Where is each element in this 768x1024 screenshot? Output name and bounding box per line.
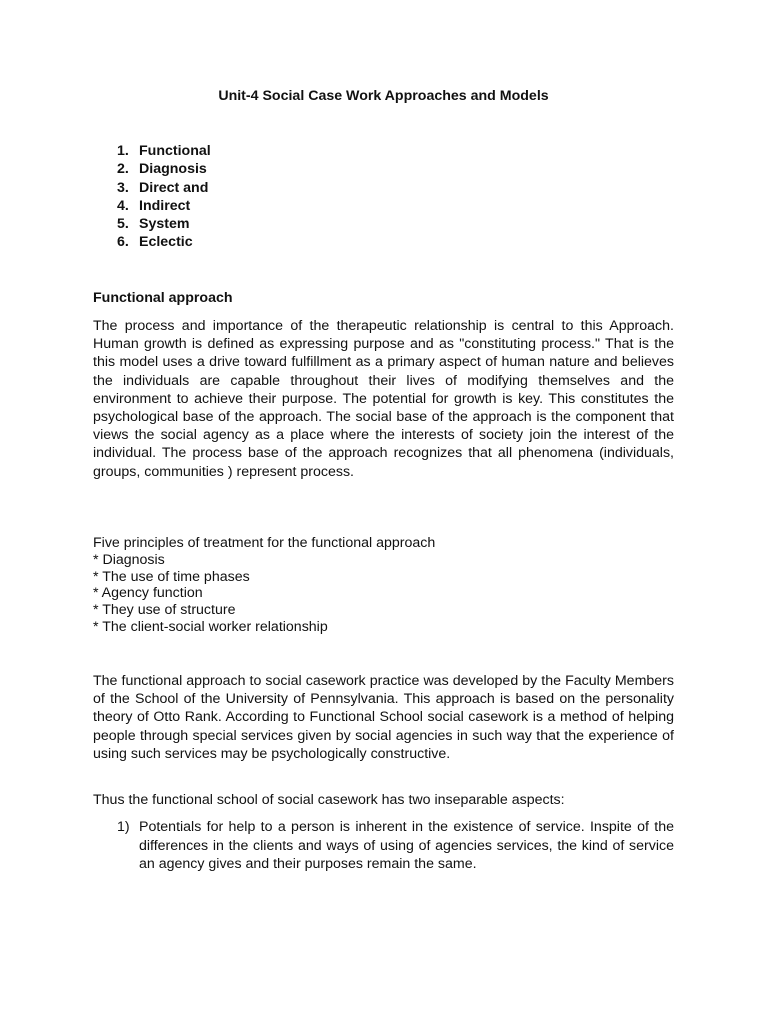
approaches-list: [117, 142, 211, 252]
list-number: 2.: [117, 161, 129, 178]
list-item: [117, 233, 211, 251]
development-paragraph: The functional approach to social casework practice was developed by the Faculty Members of the School of the University of Pennsylvania. This approach is based on the personality theory of Otto Rank. According to Functional School social casework is a method of helping people through special services given by social agencies in such way that the experience of using such services may be psychologically constructive.: [93, 673, 674, 762]
list-item: [117, 179, 211, 197]
principle-item: * The client-social worker relationship: [93, 618, 328, 635]
intro-paragraph: The process and importance of the therapeutic relationship is central to this Approach. Human growth is defined as expressing purpose and as "constituting process." That is the this model uses a drive toward fulfillment as a primary aspect of human nature and believes the individuals are capable throughout their lives of modifying themselves and the environment to achieve their purpose. The potential for growth is key. This constitutes the psychological base of the approach. The social base of the approach is the component that views the social agency as a place where the interests of society join the interest of the individual. The process base of the approach recognizes that all phenomena (individuals, groups, communities ) represent process.: [93, 318, 674, 480]
section-heading: Functional approach: [93, 290, 233, 306]
list-number: 3.: [117, 179, 129, 196]
aspects-intro: Thus the functional school of social casework has two inseparable aspects:: [93, 792, 565, 808]
list-item: [117, 142, 211, 160]
list-number: 6.: [117, 234, 129, 251]
principles-block: [93, 535, 435, 636]
aspects-list: [117, 818, 674, 874]
list-number: 1.: [117, 143, 129, 159]
principle-item: * They use of structure: [93, 602, 236, 619]
list-label: Diagnosis: [139, 161, 207, 178]
list-label: Functional: [139, 143, 211, 159]
list-item: [117, 818, 674, 874]
principle-item: * Agency function: [93, 585, 203, 602]
principle-item: * The use of time phases: [93, 568, 250, 585]
list-number: 5.: [117, 216, 129, 233]
principle-item: * Diagnosis: [93, 551, 165, 568]
list-label: Eclectic: [139, 234, 193, 251]
list-item: [117, 160, 211, 178]
list-item: [117, 215, 211, 233]
list-label: Direct and: [139, 179, 209, 196]
principles-intro: Five principles of treatment for the functional approach: [93, 535, 436, 551]
list-label: Indirect: [139, 197, 191, 214]
list-number: 4.: [117, 197, 129, 214]
page-title: Unit-4 Social Case Work Approaches and Models: [218, 88, 549, 104]
list-number: 1): [117, 819, 130, 835]
list-label: System: [139, 216, 190, 233]
list-text: Potentials for help to a person is inherent in the existence of service. Inspite of the differences in the clients and ways of using of agencies services, the kind of service an agency gives and their purposes remain the same.: [139, 819, 674, 872]
list-item: [117, 197, 211, 215]
